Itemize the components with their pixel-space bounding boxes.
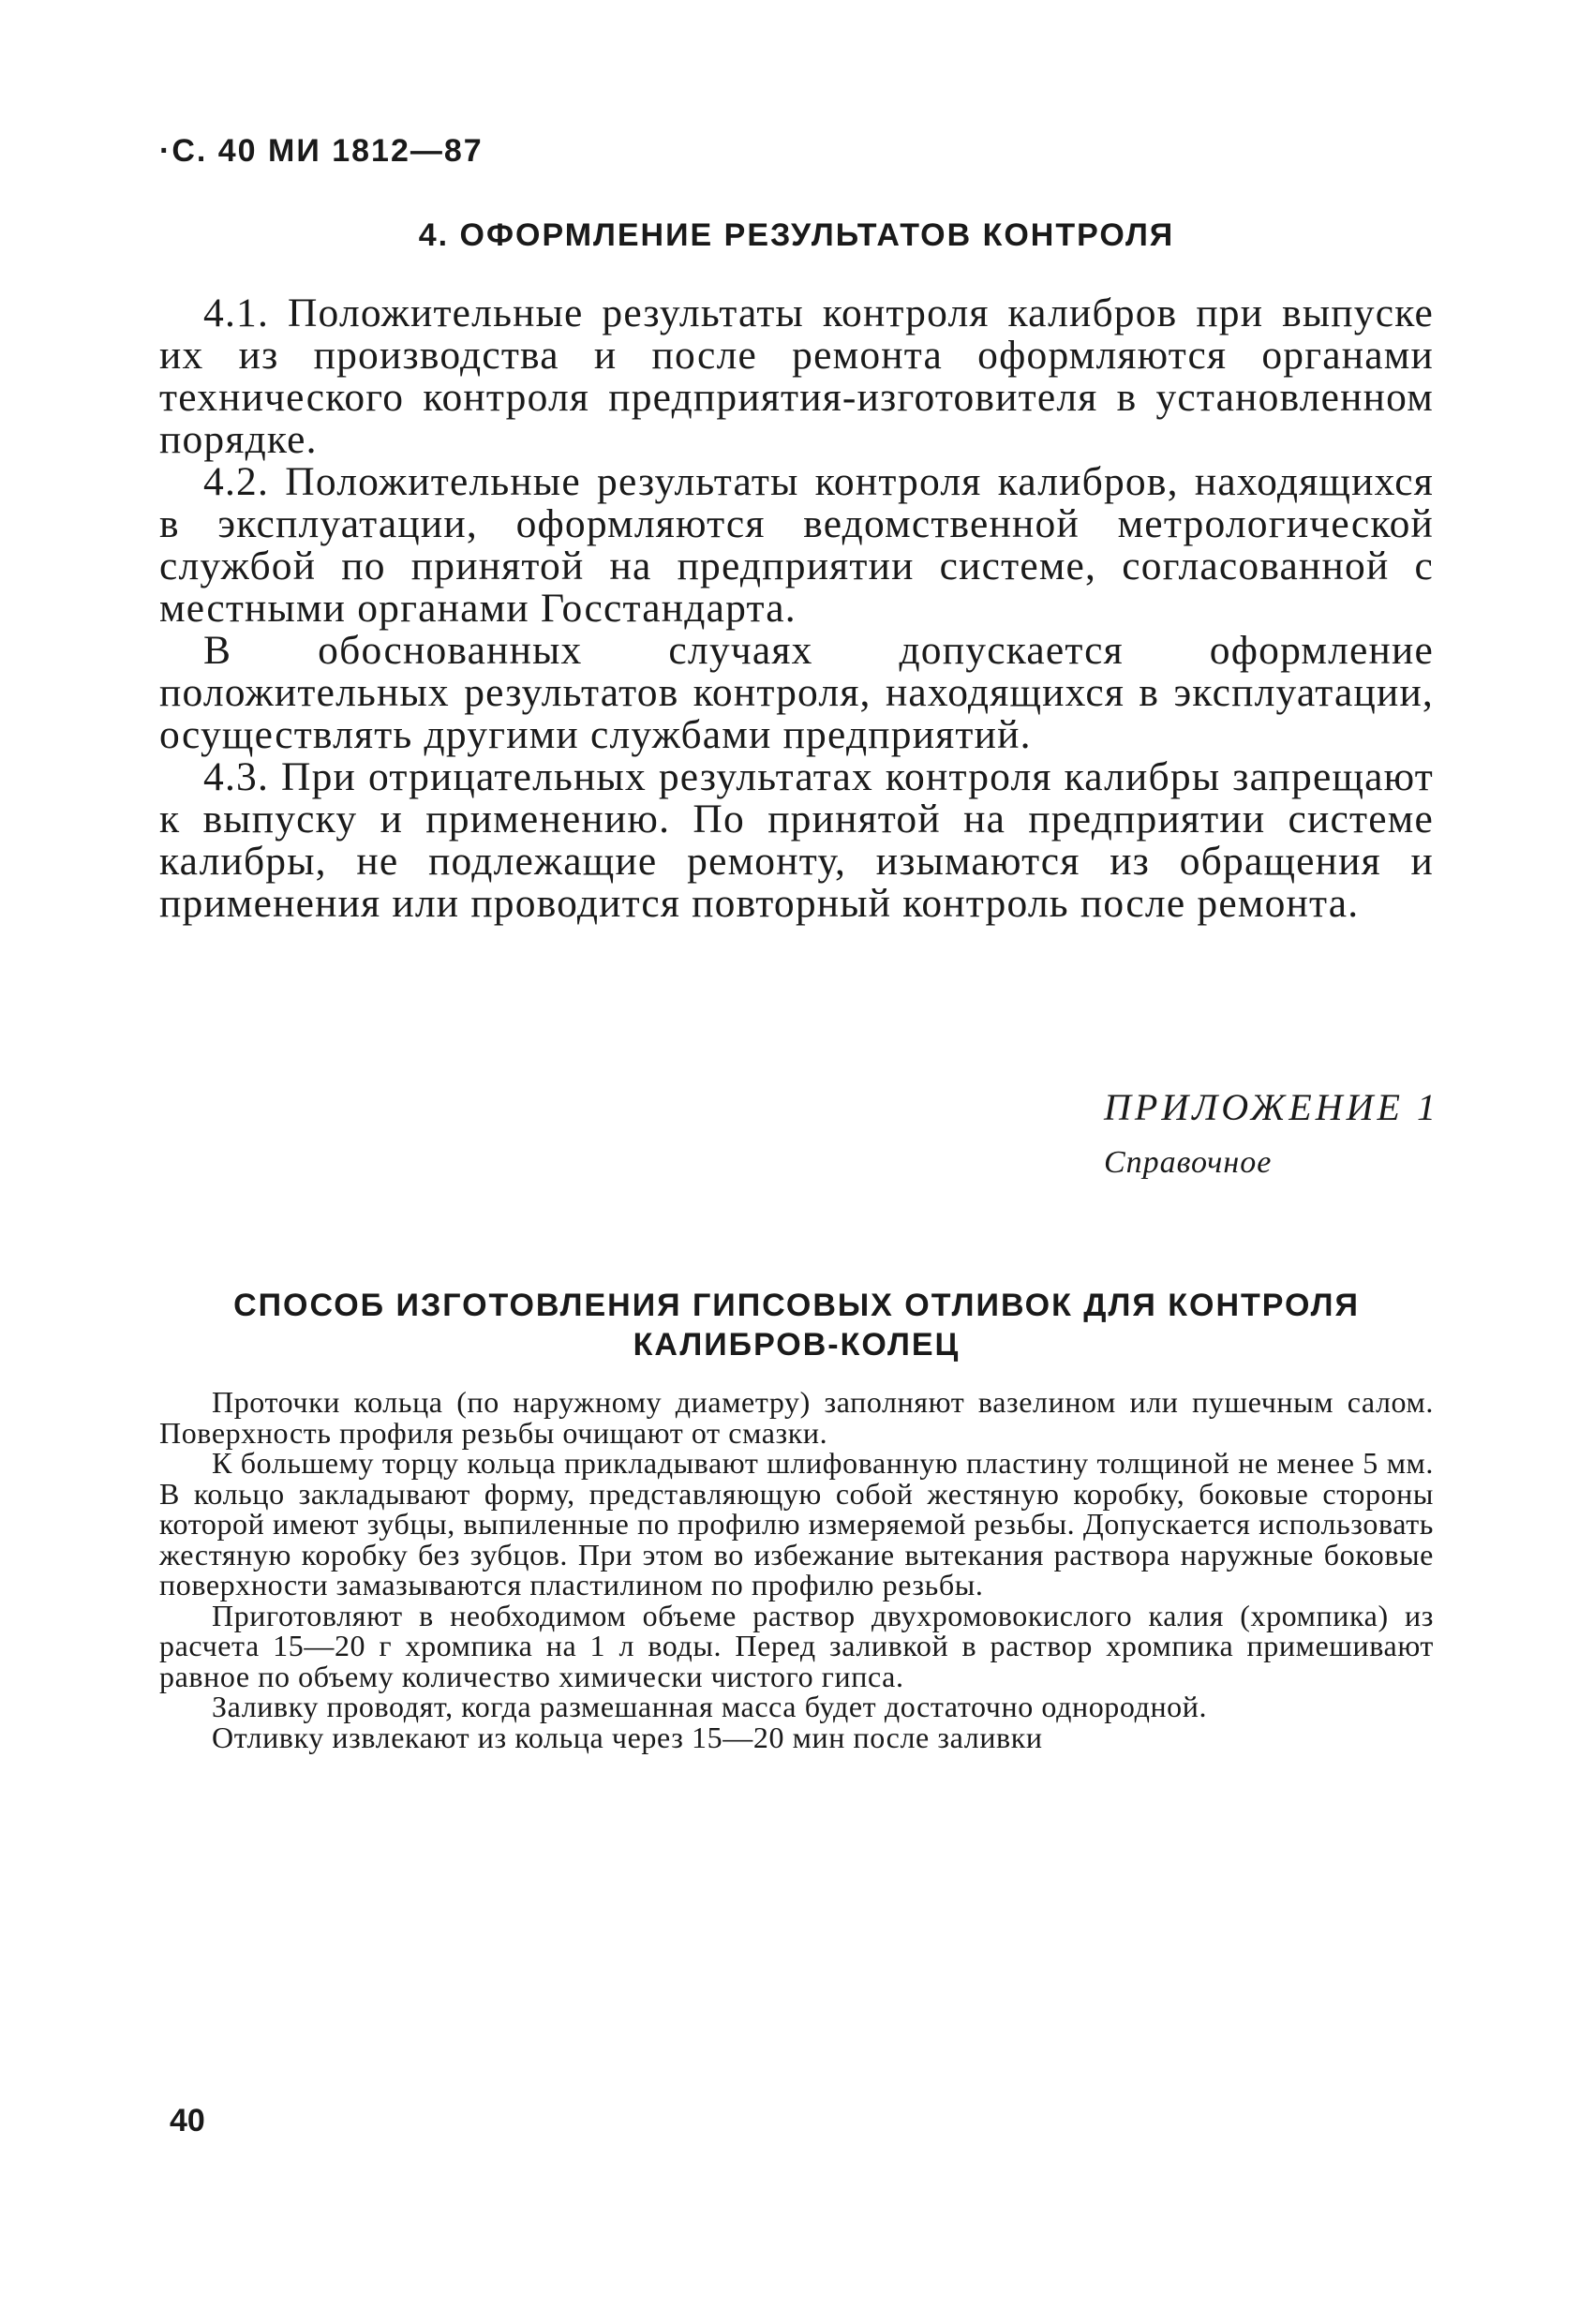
appendix-title	[159, 1286, 1434, 1364]
appendix-paragraph: К большему торцу кольца прикладывают шлифованную пластину толщиной не менее 5 мм. В кольцо закладывают форму, представляющую собой жестяную коробку, боковые стороны которой имеют зубцы, выпиленные по профилю измеряемой резьбы. Допускается использовать жестяную коробку без зубцов. При этом во избежание вытекания раствора наружные боковые поверхности замазываются пластилином по профилю резьбы.	[159, 1446, 1434, 1601]
paragraph-4-2: 4.2. Положительные результаты контроля калибров, находящихся в эксплуатации, оформляются ведомственной метрологической службой по принятой на предприятии системе, согласованной с местными органами Госстандарта.	[159, 459, 1434, 631]
page-number: 40	[170, 2103, 205, 2138]
paragraph-4-2-note: В обоснованных случаях допускается оформление положительных результатов контроля, находящихся в эксплуатации, осуществлять другими службами предприятий.	[159, 628, 1434, 757]
paragraph-4-3: 4.3. При отрицательных результатах контроля калибры запрещают к выпуску и применению. По принятой на предприятии системе калибры, не подлежащие ремонту, изымаются из обращения и применения или проводится повторный контроль после ремонта.	[159, 754, 1434, 926]
appendix-paragraph: Заливку проводят, когда размешанная масса будет достаточно однородной.	[212, 1690, 1208, 1723]
appendix-label: ПРИЛОЖЕНИЕ 1	[1104, 1086, 1439, 1128]
running-header: ·С. 40 МИ 1812—87	[159, 133, 484, 169]
section-4-title: 4. ОФОРМЛЕНИЕ РЕЗУЛЬТАТОВ КОНТРОЛЯ	[418, 217, 1175, 253]
appendix-subtitle: Справочное	[1104, 1145, 1273, 1180]
appendix-title-line-2: КАЛИБРОВ-КОЛЕЦ	[633, 1327, 961, 1363]
appendix-paragraph: Отливку извлекают из кольца через 15—20 мин после заливки	[212, 1720, 1043, 1754]
appendix-body	[159, 1387, 1434, 1752]
appendix-paragraph: Приготовляют в необходимом объеме раствор двухромовокислого калия (хромпика) из расчета 15—20 г хромпика на 1 л воды. Перед заливкой в раствор хромпика примешивают равное по объему количество химически чистого гипса.	[159, 1598, 1434, 1693]
appendix-paragraph: Проточки кольца (по наружному диаметру) заполняют вазелином или пушечным салом. Поверхность профиля резьбы очищают от смазки.	[159, 1385, 1434, 1450]
appendix-title-line-1: СПОСОБ ИЗГОТОВЛЕНИЯ ГИПСОВЫХ ОТЛИВОК ДЛЯ КОНТРОЛЯ	[233, 1288, 1360, 1323]
section-4-body	[159, 292, 1434, 925]
paragraph-4-1: 4.1. Положительные результаты контроля калибров при выпуске их из производства и после ремонта оформляются органами технического контроля предприятия-изготовителя в установленном порядке.	[159, 290, 1434, 462]
